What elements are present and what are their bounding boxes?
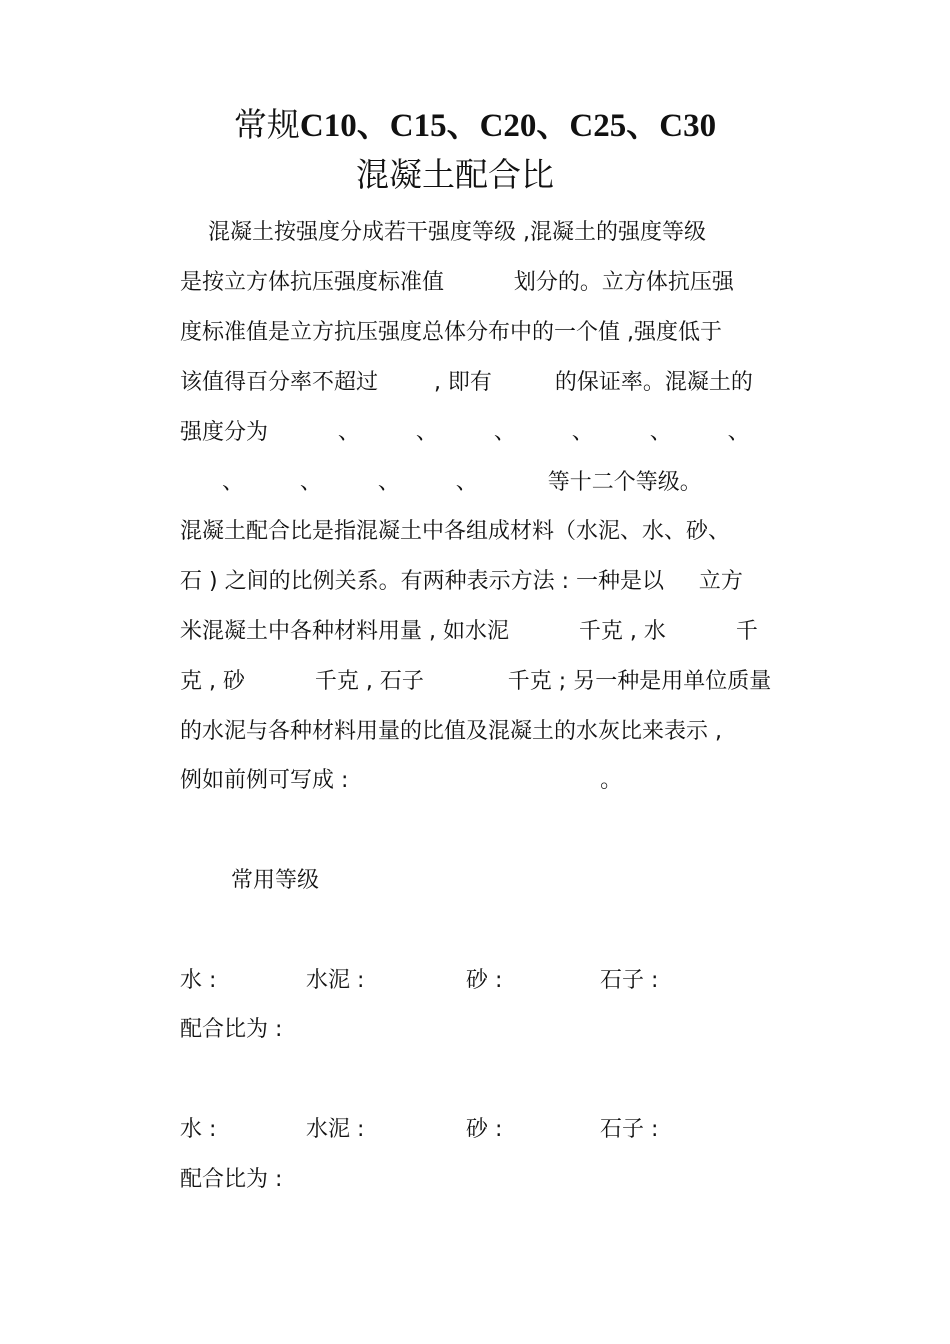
- common-grades-heading: 常用等级: [231, 868, 320, 893]
- intro-line: 是按立方体抗压强度标准值 划分的。立方体抗压强: [180, 270, 734, 295]
- stone-label: 石子 :: [600, 1117, 659, 1142]
- ratio-line: 例如前例可写成 : 。: [180, 768, 623, 793]
- intro-line: 该值得百分率不超过 , 即有 的保证率。混凝土的: [180, 370, 753, 395]
- document-title: [0, 103, 950, 148]
- ratio-line: 的水泥与各种材料用量的比值及混凝土的水灰比来表示 ,: [180, 719, 722, 744]
- document-subtitle: 混凝土配合比: [356, 155, 554, 194]
- title-grades: C10、C15、C20、C25、C30: [299, 108, 717, 144]
- stone-label: 石子 :: [600, 968, 659, 993]
- ratio-line: 石 ) 之间的比例关系。有两种表示方法 : 一种是以 立方: [180, 569, 743, 594]
- sand-label: 砂 :: [466, 968, 503, 993]
- intro-line: 度标准值是立方抗压强度总体分布中的一个值 ,强度低于: [180, 320, 722, 345]
- sand-label: 砂 :: [466, 1117, 503, 1142]
- intro-line: 混凝土按强度分成若干强度等级 ,混凝土的强度等级: [180, 220, 706, 245]
- ratio-line: 混凝土配合比是指混凝土中各组成材料（水泥、水、砂、: [180, 519, 731, 544]
- water-label: 水 :: [180, 1117, 217, 1142]
- cement-label: 水泥 :: [306, 1117, 365, 1142]
- water-label: 水 :: [180, 968, 217, 993]
- title-prefix: 常规: [233, 105, 300, 144]
- ratio-label: 配合比为 :: [180, 1167, 283, 1192]
- ratio-label: 配合比为 :: [180, 1017, 283, 1042]
- ratio-line: 克 , 砂 千克 , 石子 千克 ; 另一种是用单位质量: [180, 669, 772, 694]
- ratio-line: 米混凝土中各种材料用量 , 如水泥 千克 , 水 千: [180, 619, 758, 644]
- intro-line: 强度分为 、 、 、 、 、 、: [180, 420, 806, 445]
- intro-line: 、 、 、 、 等十二个等级。: [180, 470, 702, 495]
- cement-label: 水泥 :: [306, 968, 365, 993]
